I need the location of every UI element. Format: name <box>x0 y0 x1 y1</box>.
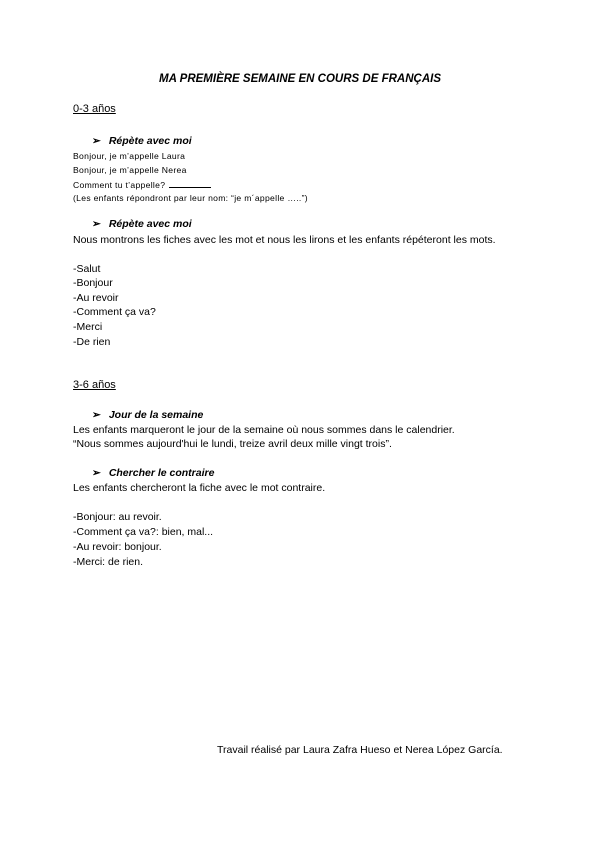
dialogue-line: Bonjour, je m’appelle Laura <box>73 151 186 161</box>
dialogue-line <box>73 179 211 190</box>
answer-blank <box>169 179 211 188</box>
dialogue-note: (Les enfants répondront par leur nom: “je m´appelle …..”) <box>73 193 308 203</box>
activity-description: Les enfants marqueront le jour de la semaine où nous sommes dans le calendrier. <box>73 424 455 436</box>
word-list-item: -Bonjour <box>73 277 113 289</box>
activity-description: Nous montrons les fiches avec les mot et nous les lirons et les enfants répéteront les mots. <box>73 234 496 246</box>
word-list-item: -Au revoir <box>73 292 119 304</box>
arrowhead-bullet-icon: ➢ <box>92 409 101 421</box>
arrowhead-bullet-icon: ➢ <box>92 467 101 479</box>
activity-heading-text: Répète avec moi <box>108 135 192 147</box>
activity-heading <box>92 218 192 230</box>
pair-list-item: -Comment ça va?: bien, mal... <box>73 526 214 538</box>
activity-heading-text: Jour de la semaine <box>108 409 204 421</box>
authors-credit: Travail réalisé par Laura Zafra Hueso et Nerea López García. <box>217 744 503 756</box>
pair-list-item: -Bonjour: au revoir. <box>73 511 162 523</box>
dialogue-line: Bonjour, je m’appelle Nerea <box>73 165 187 175</box>
activity-heading-text: Chercher le contraire <box>108 467 215 479</box>
document-title: MA PREMIÈRE SEMAINE EN COURS DE FRANÇAIS <box>159 73 441 85</box>
word-list-item: -Comment ça va? <box>73 306 156 318</box>
dialogue-question: Comment tu t’appelle? <box>73 180 166 190</box>
word-list-item: -Merci <box>73 321 103 333</box>
pair-list-item: -Merci: de rien. <box>73 556 144 568</box>
activity-heading-text: Répète avec moi <box>108 218 192 230</box>
activity-heading <box>92 135 192 147</box>
word-list-item: -De rien <box>73 336 111 348</box>
level-heading-3-6: 3-6 años <box>73 379 116 391</box>
activity-example: “Nous sommes aujourd'hui le lundi, treize avril deux mille vingt trois”. <box>73 438 392 450</box>
arrowhead-bullet-icon: ➢ <box>92 218 101 230</box>
pair-list-item: -Au revoir: bonjour. <box>73 541 162 553</box>
activity-heading <box>92 409 203 421</box>
word-list-item: -Salut <box>73 263 101 275</box>
activity-description: Les enfants chercheront la fiche avec le mot contraire. <box>73 482 326 494</box>
arrowhead-bullet-icon: ➢ <box>92 135 101 147</box>
level-heading-0-3: 0-3 años <box>73 103 116 115</box>
activity-heading <box>92 467 214 479</box>
